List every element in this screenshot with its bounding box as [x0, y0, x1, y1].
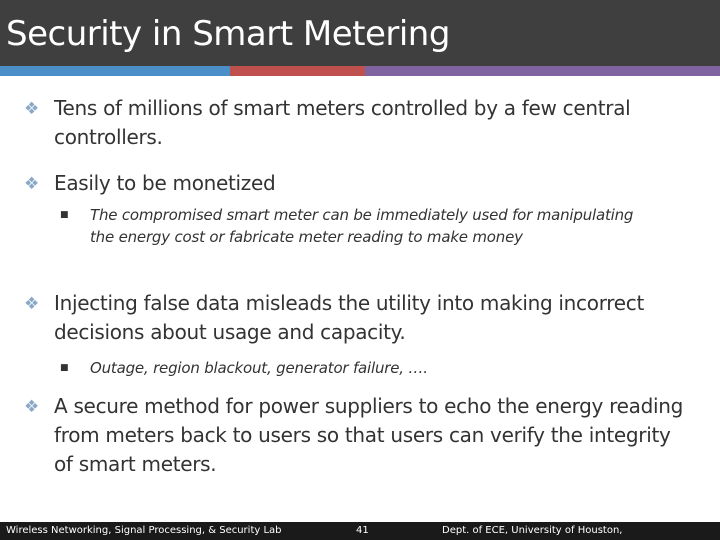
page-number: 41 — [356, 525, 369, 536]
bullet-text: Easily to be monetized — [54, 171, 276, 195]
diamond-bullet-icon: ❖ — [24, 294, 40, 314]
diamond-bullet-icon: ❖ — [24, 99, 40, 119]
sub-bullet-item — [60, 357, 660, 379]
slide-title: Security in Smart Metering — [6, 14, 450, 54]
square-bullet-icon: ■ — [60, 210, 69, 220]
accent-stripe-blue — [0, 66, 230, 76]
footer-department: Dept. of ECE, University of Houston, — [442, 525, 623, 536]
sub-bullet-text: Outage, region blackout, generator failure, …. — [90, 359, 428, 377]
bullet-item — [24, 94, 694, 152]
bullet-text: A secure method for power suppliers to echo the energy reading from meters back to users so that users can verify the integrity of smart meters. — [54, 394, 684, 476]
diamond-bullet-icon: ❖ — [24, 397, 40, 417]
sub-bullet-text: The compromised smart meter can be immediately used for manipulating the energy cost or fabricate meter reading to make money — [90, 206, 634, 246]
square-bullet-icon: ■ — [60, 363, 69, 373]
title-bar — [0, 0, 720, 66]
bullet-text: Injecting false data misleads the utility into making incorrect decisions about usage and capacity. — [54, 291, 644, 344]
bullet-item — [24, 169, 694, 199]
footer-lab-name: Wireless Networking, Signal Processing, & Security Lab — [6, 525, 282, 536]
accent-stripe-red — [230, 66, 365, 76]
sub-bullet-item — [60, 204, 660, 248]
diamond-bullet-icon: ❖ — [24, 174, 40, 194]
footer-bar — [0, 522, 720, 540]
accent-stripe-purple — [365, 66, 720, 76]
bullet-item — [24, 392, 694, 479]
bullet-text: Tens of millions of smart meters controlled by a few central controllers. — [54, 96, 631, 149]
bullet-item — [24, 289, 694, 347]
